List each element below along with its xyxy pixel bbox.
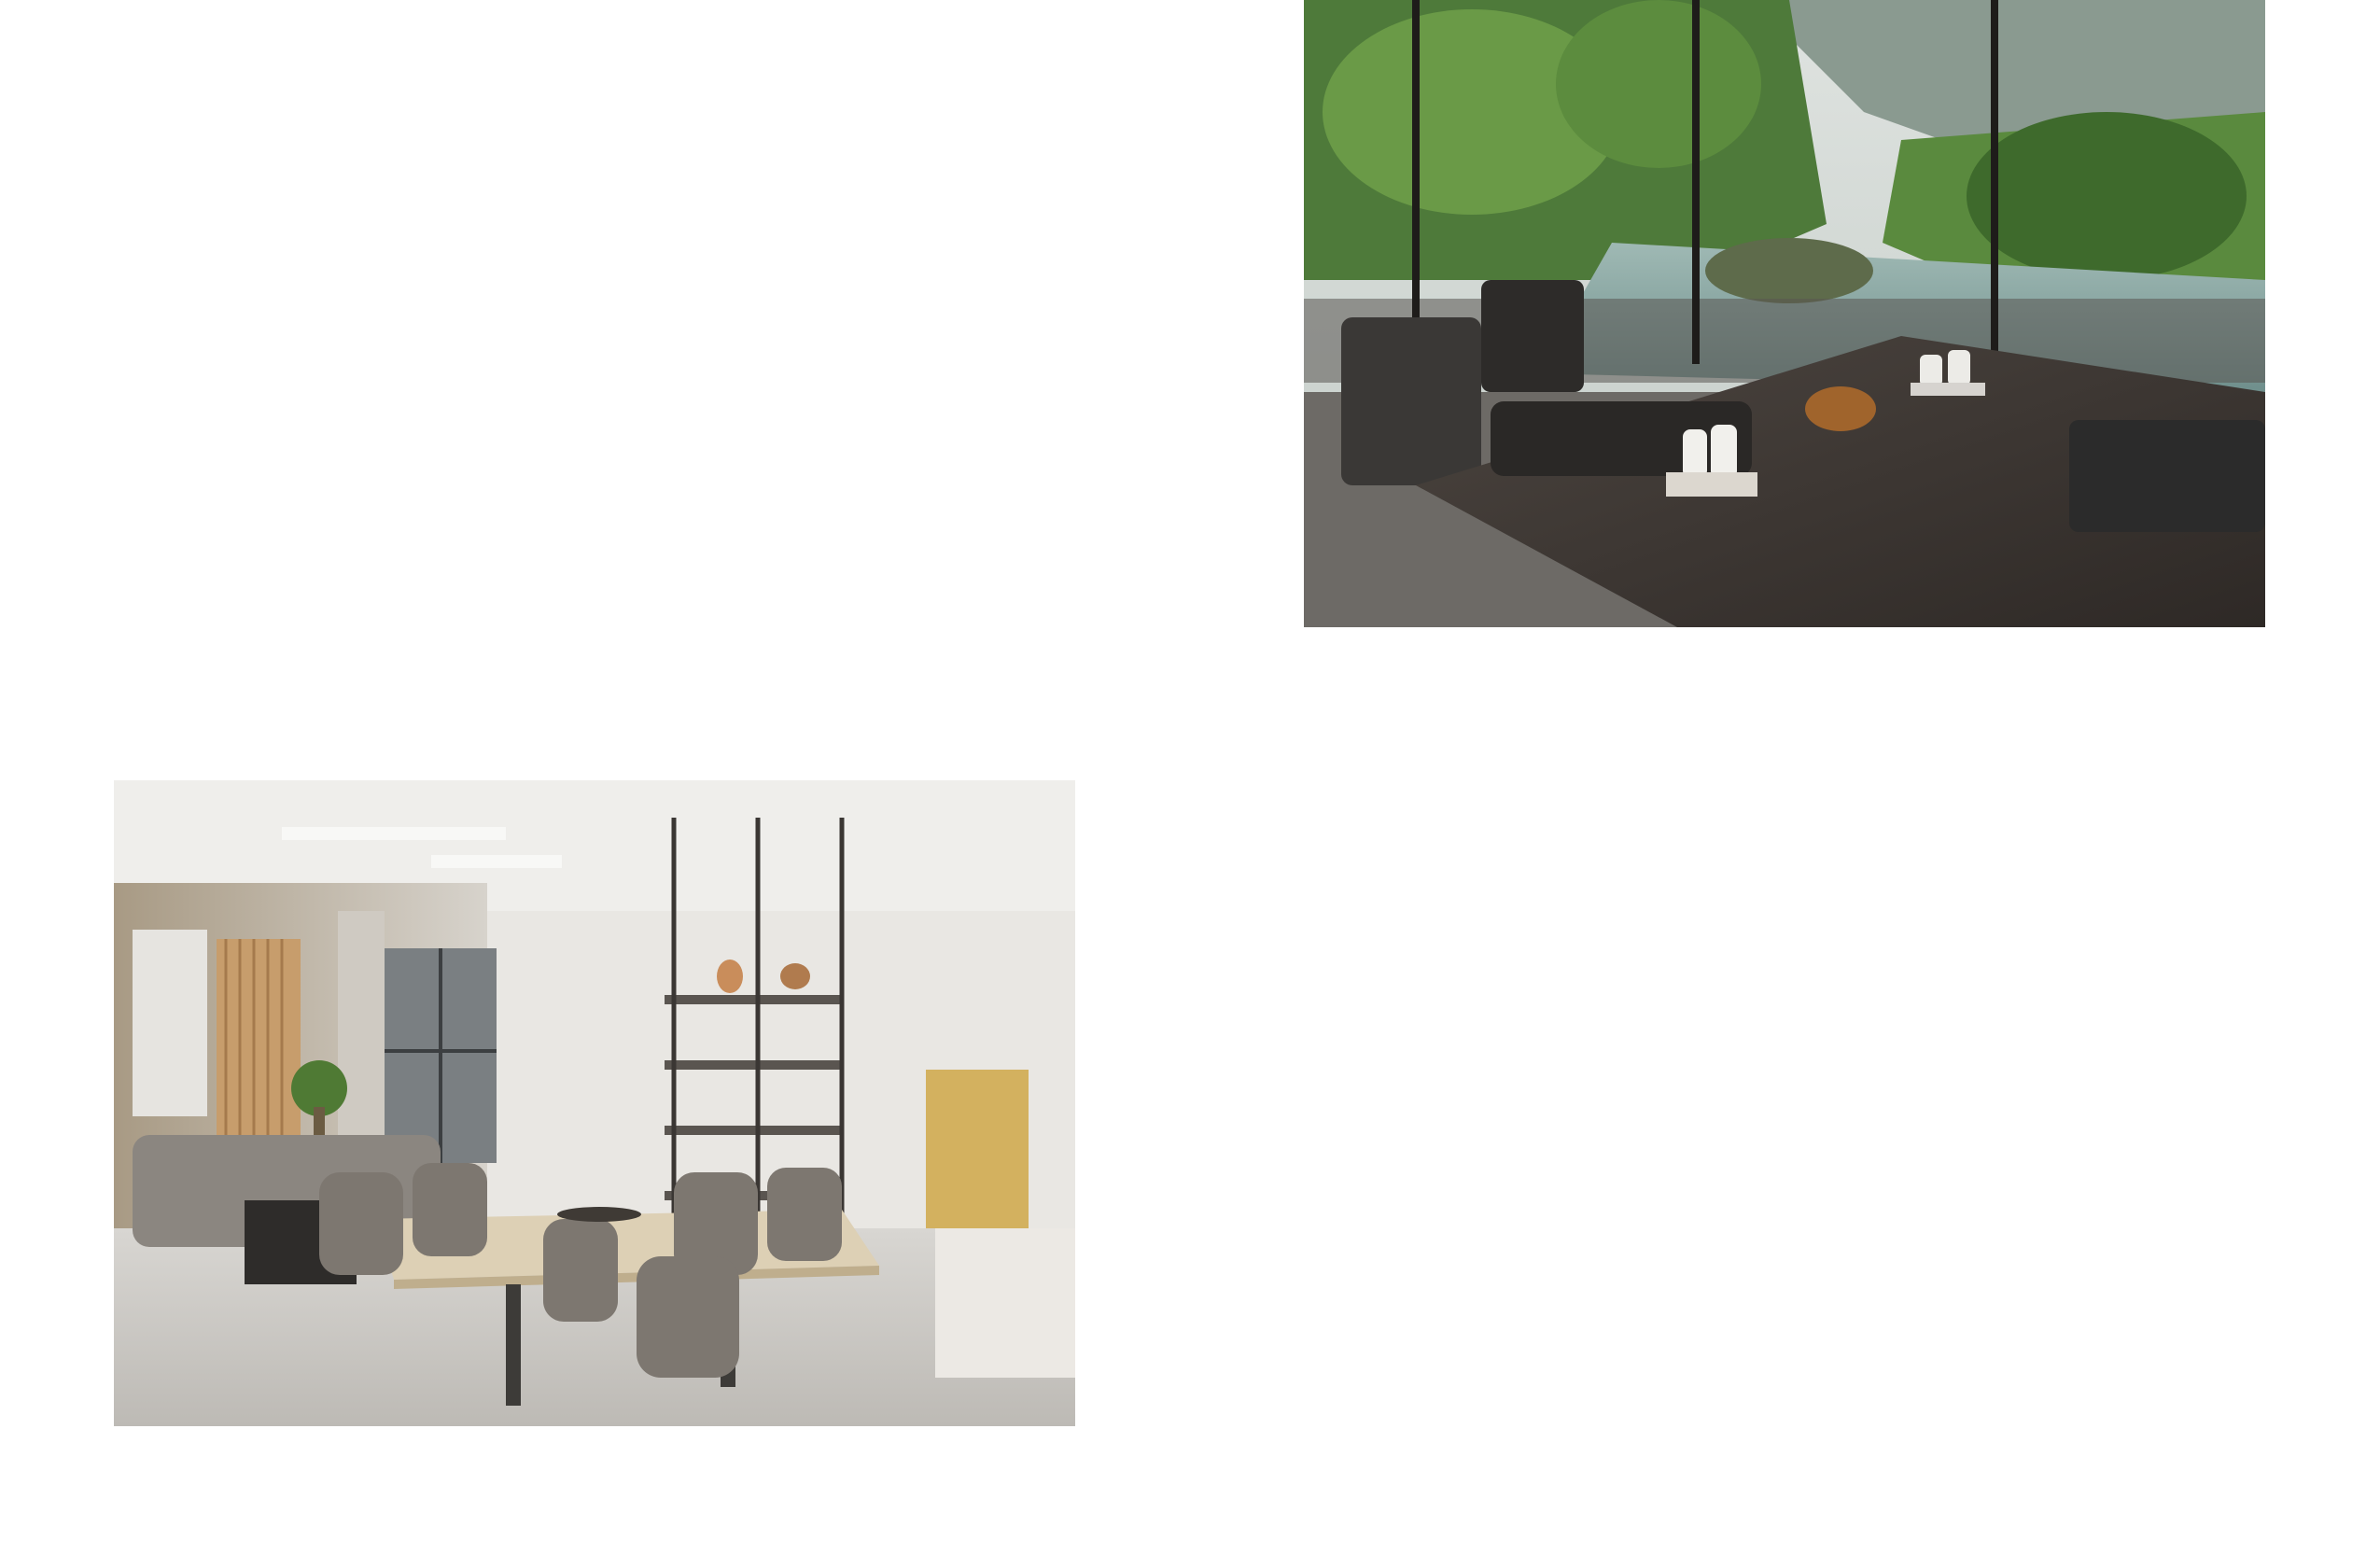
right-column bbox=[1304, 693, 1773, 715]
left-column-1 bbox=[114, 211, 583, 232]
river-view-photo bbox=[1304, 0, 2265, 627]
donut-chart bbox=[1839, 812, 2231, 1129]
interior-dining-photo bbox=[114, 780, 1075, 1426]
chart-legend bbox=[1923, 1169, 2240, 1383]
